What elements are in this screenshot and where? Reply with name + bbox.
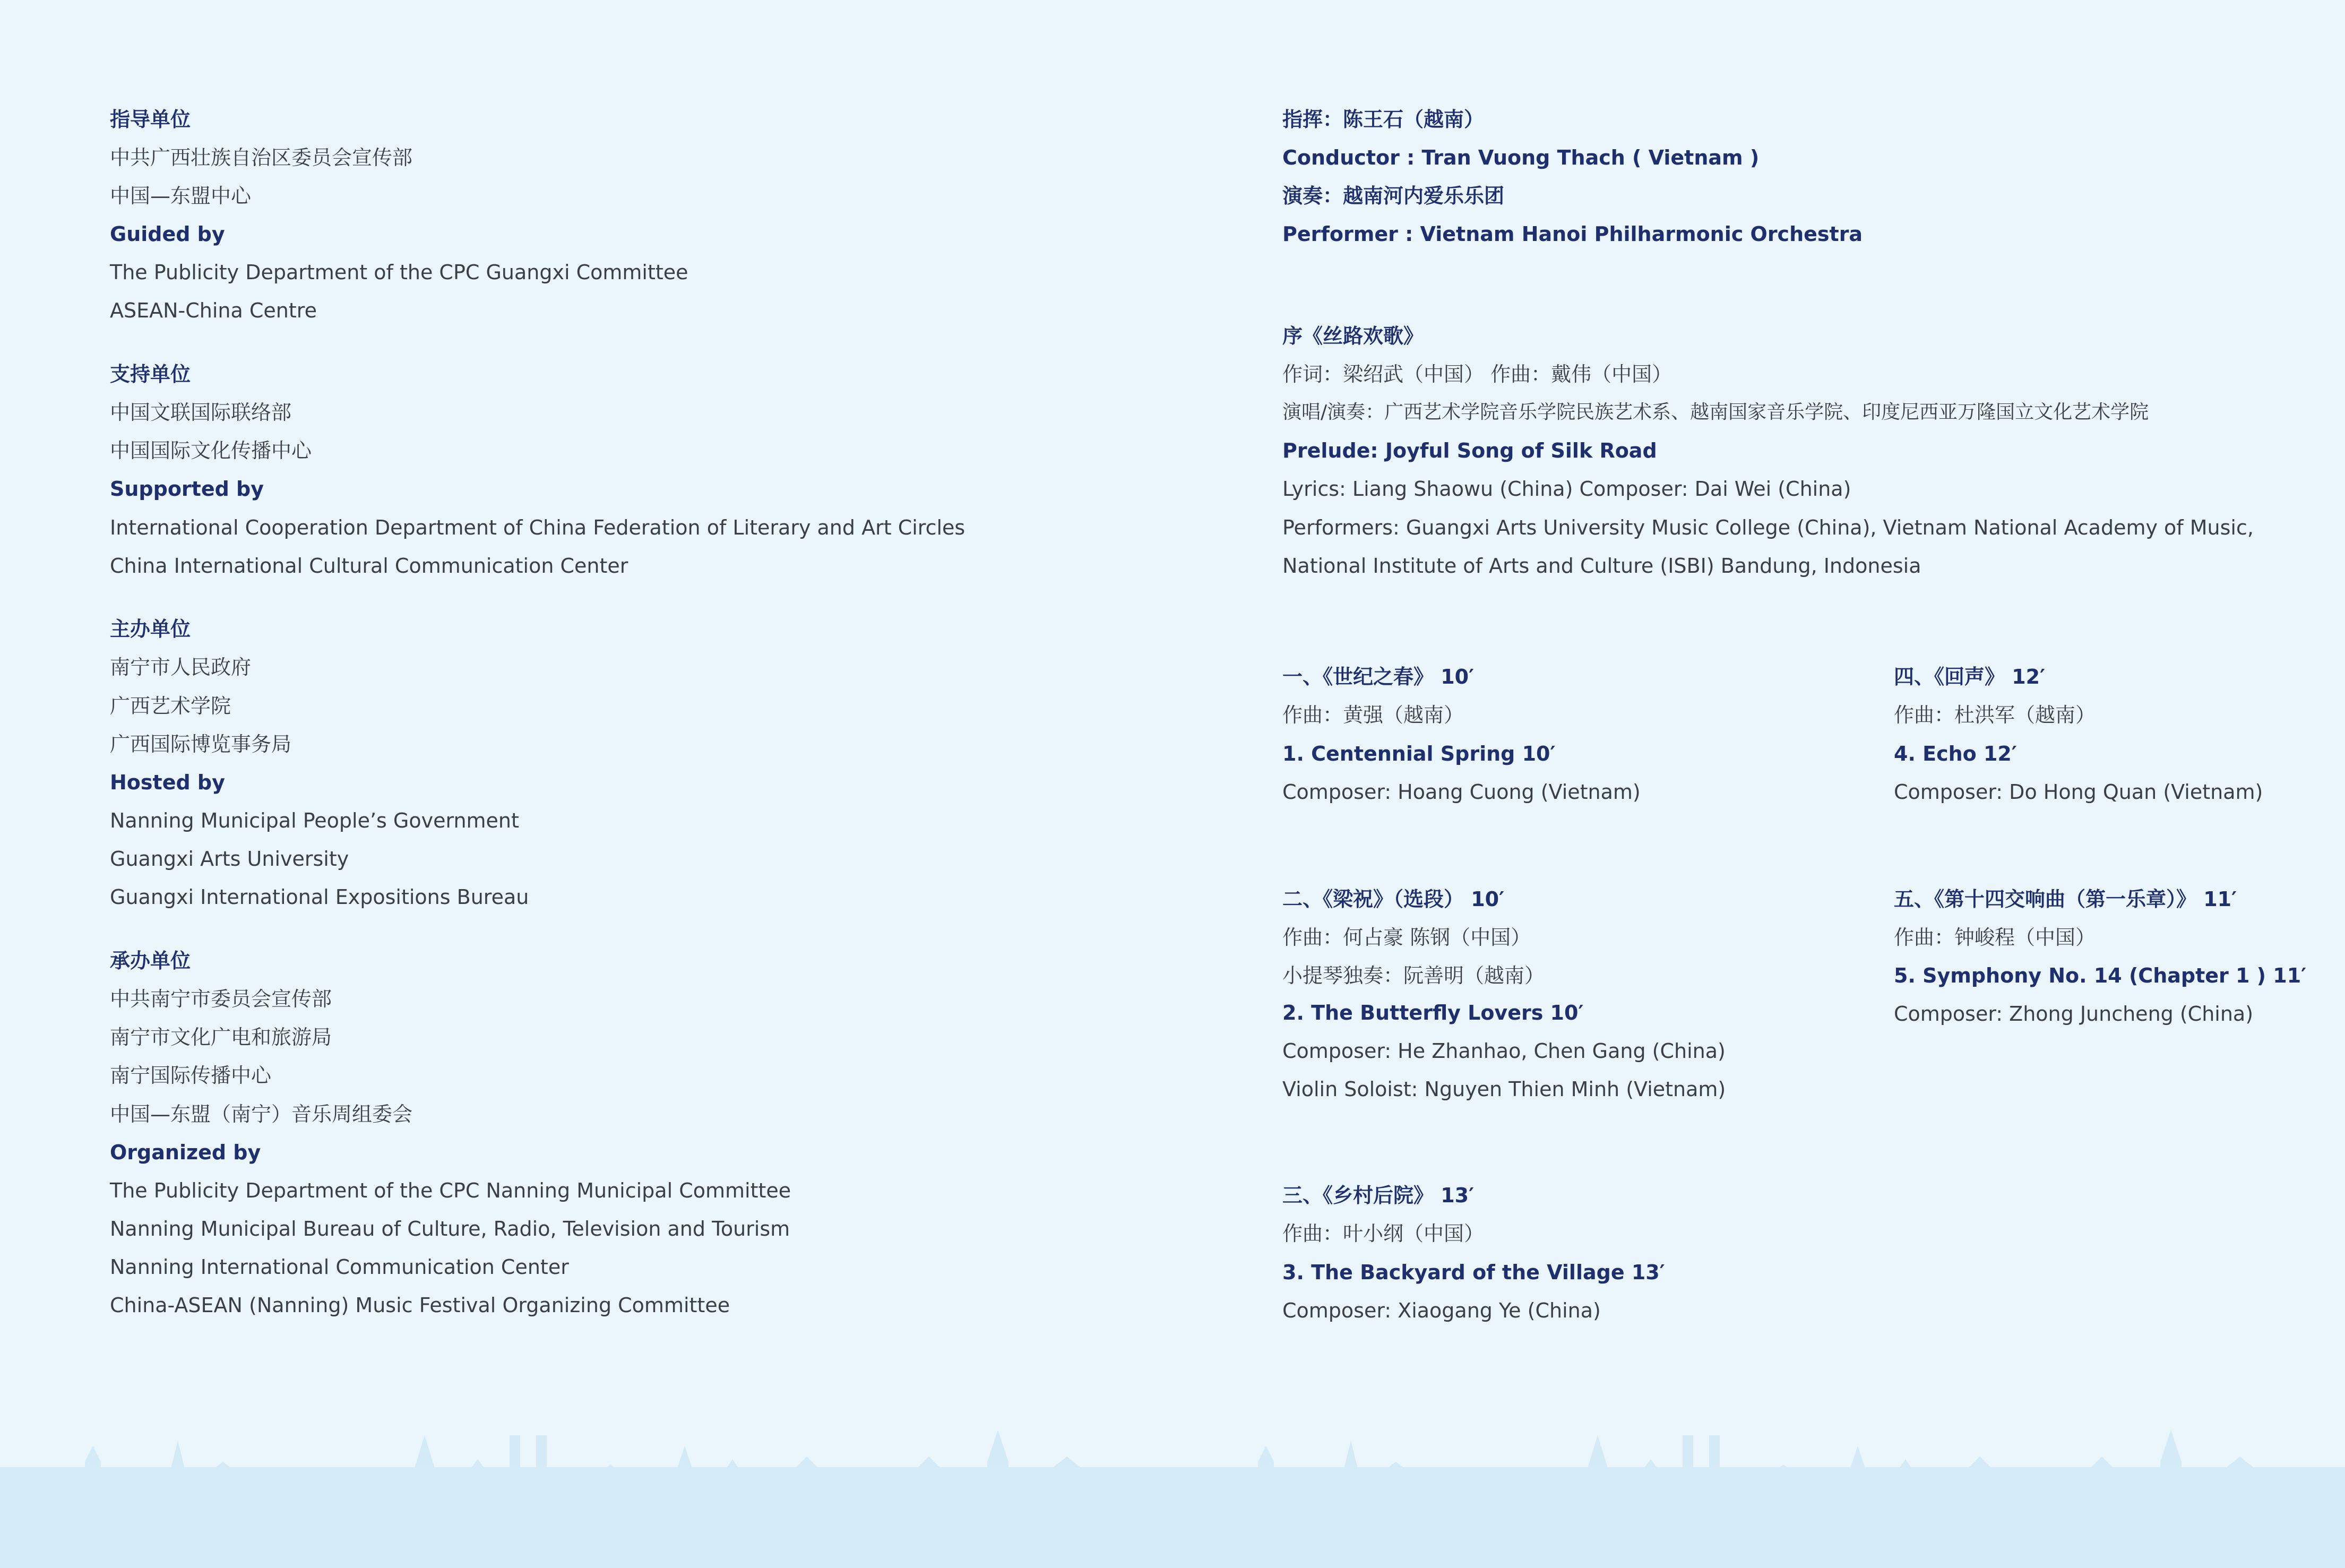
prelude-performers-cn: 演唱/演奏：广西艺术学院音乐学院民族艺术系、越南国家音乐学院、印度尼西亚万隆国立文化艺术学院 <box>1282 401 2149 423</box>
org-item-cn: 广西国际博览事务局 <box>110 733 292 756</box>
piece-title-cn: 二、《梁祝》（选段） 10′ <box>1282 888 1505 911</box>
section-title-cn: 承办单位 <box>110 949 191 972</box>
performer-cn: 演奏：越南河内爱乐乐团 <box>1282 184 1505 208</box>
prelude-title-en: Prelude: Joyful Song of Silk Road <box>1282 439 1657 462</box>
prelude-credits-cn: 作词：梁绍武（中国） 作曲：戴伟（中国） <box>1282 363 1672 386</box>
prelude-performers-en: Performers: Guangxi Arts University Music College (China), Vietnam National Academy of Music, <box>1282 516 2254 539</box>
piece-credit-en: Composer: Hoang Cuong (Vietnam) <box>1282 780 1641 804</box>
piece-title-cn: 一、《世纪之春》 10′ <box>1282 665 1475 688</box>
piece-credit-en: Composer: Xiaogang Ye (China) <box>1282 1299 1601 1322</box>
org-item-cn: 南宁国际传播中心 <box>110 1064 272 1087</box>
org-item-en: China International Cultural Communication Center <box>110 554 628 578</box>
performer-en: Performer : Vietnam Hanoi Philharmonic Orchestra <box>1282 222 1863 246</box>
org-item-en: Guangxi International Expositions Bureau <box>110 885 529 909</box>
right-page <box>1172 0 2345 1568</box>
org-item-en: International Cooperation Department of China Federation of Literary and Art Circles <box>110 516 965 539</box>
piece-credit-en: Composer: Do Hong Quan (Vietnam) <box>1894 780 2263 804</box>
org-item-en: ASEAN-China Centre <box>110 299 317 322</box>
piece-credit-cn: 作曲：何占豪 陈钢（中国） <box>1282 926 1531 949</box>
piece-credit-cn: 作曲：黄强（越南） <box>1282 703 1464 727</box>
org-item-cn: 中国—东盟中心 <box>110 184 252 208</box>
org-item-en: The Publicity Department of the CPC Nanning Municipal Committee <box>110 1179 791 1202</box>
org-item-cn: 中共广西壮族自治区委员会宣传部 <box>110 146 413 169</box>
prelude-credits-en: Lyrics: Liang Shaowu (China) Composer: Dai Wei (China) <box>1282 477 1851 501</box>
org-item-en: China-ASEAN (Nanning) Music Festival Organizing Committee <box>110 1294 730 1317</box>
org-item-cn: 中国国际文化传播中心 <box>110 439 312 462</box>
piece-title-en: 1. Centennial Spring 10′ <box>1282 742 1556 765</box>
section-title-en: Hosted by <box>110 771 225 794</box>
piece-title-cn: 四、《回声》 12′ <box>1894 665 2046 688</box>
piece-credit-en: Composer: He Zhanhao, Chen Gang (China) <box>1282 1039 1726 1063</box>
org-item-en: The Publicity Department of the CPC Guangxi Committee <box>110 261 688 284</box>
org-item-cn: 中国文联国际联络部 <box>110 401 292 424</box>
org-item-cn: 中共南宁市委员会宣传部 <box>110 987 332 1011</box>
org-item-cn: 广西艺术学院 <box>110 694 231 718</box>
skyline-decoration <box>0 1356 2345 1568</box>
prelude-performers-en: National Institute of Arts and Culture (ISBI) Bandung, Indonesia <box>1282 554 1921 578</box>
piece-credit-en: Violin Soloist: Nguyen Thien Minh (Vietnam) <box>1282 1078 1726 1101</box>
org-item-cn: 南宁市人民政府 <box>110 656 252 679</box>
skyline-illustration <box>0 1356 2345 1568</box>
piece-title-en: 4. Echo 12′ <box>1894 742 2017 765</box>
piece-credit-cn: 作曲：叶小纲（中国） <box>1282 1222 1485 1245</box>
conductor-cn: 指挥：陈王石（越南） <box>1282 108 1485 131</box>
section-title-cn: 主办单位 <box>110 617 191 641</box>
org-item-en: Guangxi Arts University <box>110 847 349 871</box>
piece-title-en: 2. The Butterfly Lovers 10′ <box>1282 1001 1584 1024</box>
piece-credit-cn: 小提琴独奏：阮善明（越南） <box>1282 964 1545 987</box>
section-title-en: Guided by <box>110 222 225 246</box>
piece-title-en: 5. Symphony No. 14 (Chapter 1 ) 11′ <box>1894 964 2307 987</box>
org-item-cn: 中国—东盟（南宁）音乐周组委会 <box>110 1102 413 1126</box>
piece-title-cn: 五、《第十四交响曲（第一乐章）》 11′ <box>1894 888 2237 911</box>
prelude-title-cn: 序《丝路欢歌》 <box>1282 324 1424 348</box>
section-title-cn: 支持单位 <box>110 363 191 386</box>
org-item-en: Nanning International Communication Center <box>110 1255 569 1279</box>
piece-title-en: 3. The Backyard of the Village 13′ <box>1282 1261 1665 1284</box>
org-item-en: Nanning Municipal People’s Government <box>110 809 519 832</box>
piece-credit-en: Composer: Zhong Juncheng (China) <box>1894 1002 2254 1026</box>
org-item-cn: 南宁市文化广电和旅游局 <box>110 1026 332 1049</box>
piece-credit-cn: 作曲：杜洪军（越南） <box>1894 703 2096 727</box>
piece-title-cn: 三、《乡村后院》 13′ <box>1282 1184 1475 1207</box>
section-title-en: Supported by <box>110 477 264 501</box>
left-page <box>0 0 1172 1568</box>
section-title-cn: 指导单位 <box>110 108 191 131</box>
section-title-en: Organized by <box>110 1141 261 1164</box>
skyline-base <box>0 1467 2345 1568</box>
org-item-en: Nanning Municipal Bureau of Culture, Radio, Television and Tourism <box>110 1217 790 1240</box>
piece-credit-cn: 作曲：钟峻程（中国） <box>1894 926 2096 949</box>
conductor-en: Conductor : Tran Vuong Thach ( Vietnam ) <box>1282 146 1760 169</box>
